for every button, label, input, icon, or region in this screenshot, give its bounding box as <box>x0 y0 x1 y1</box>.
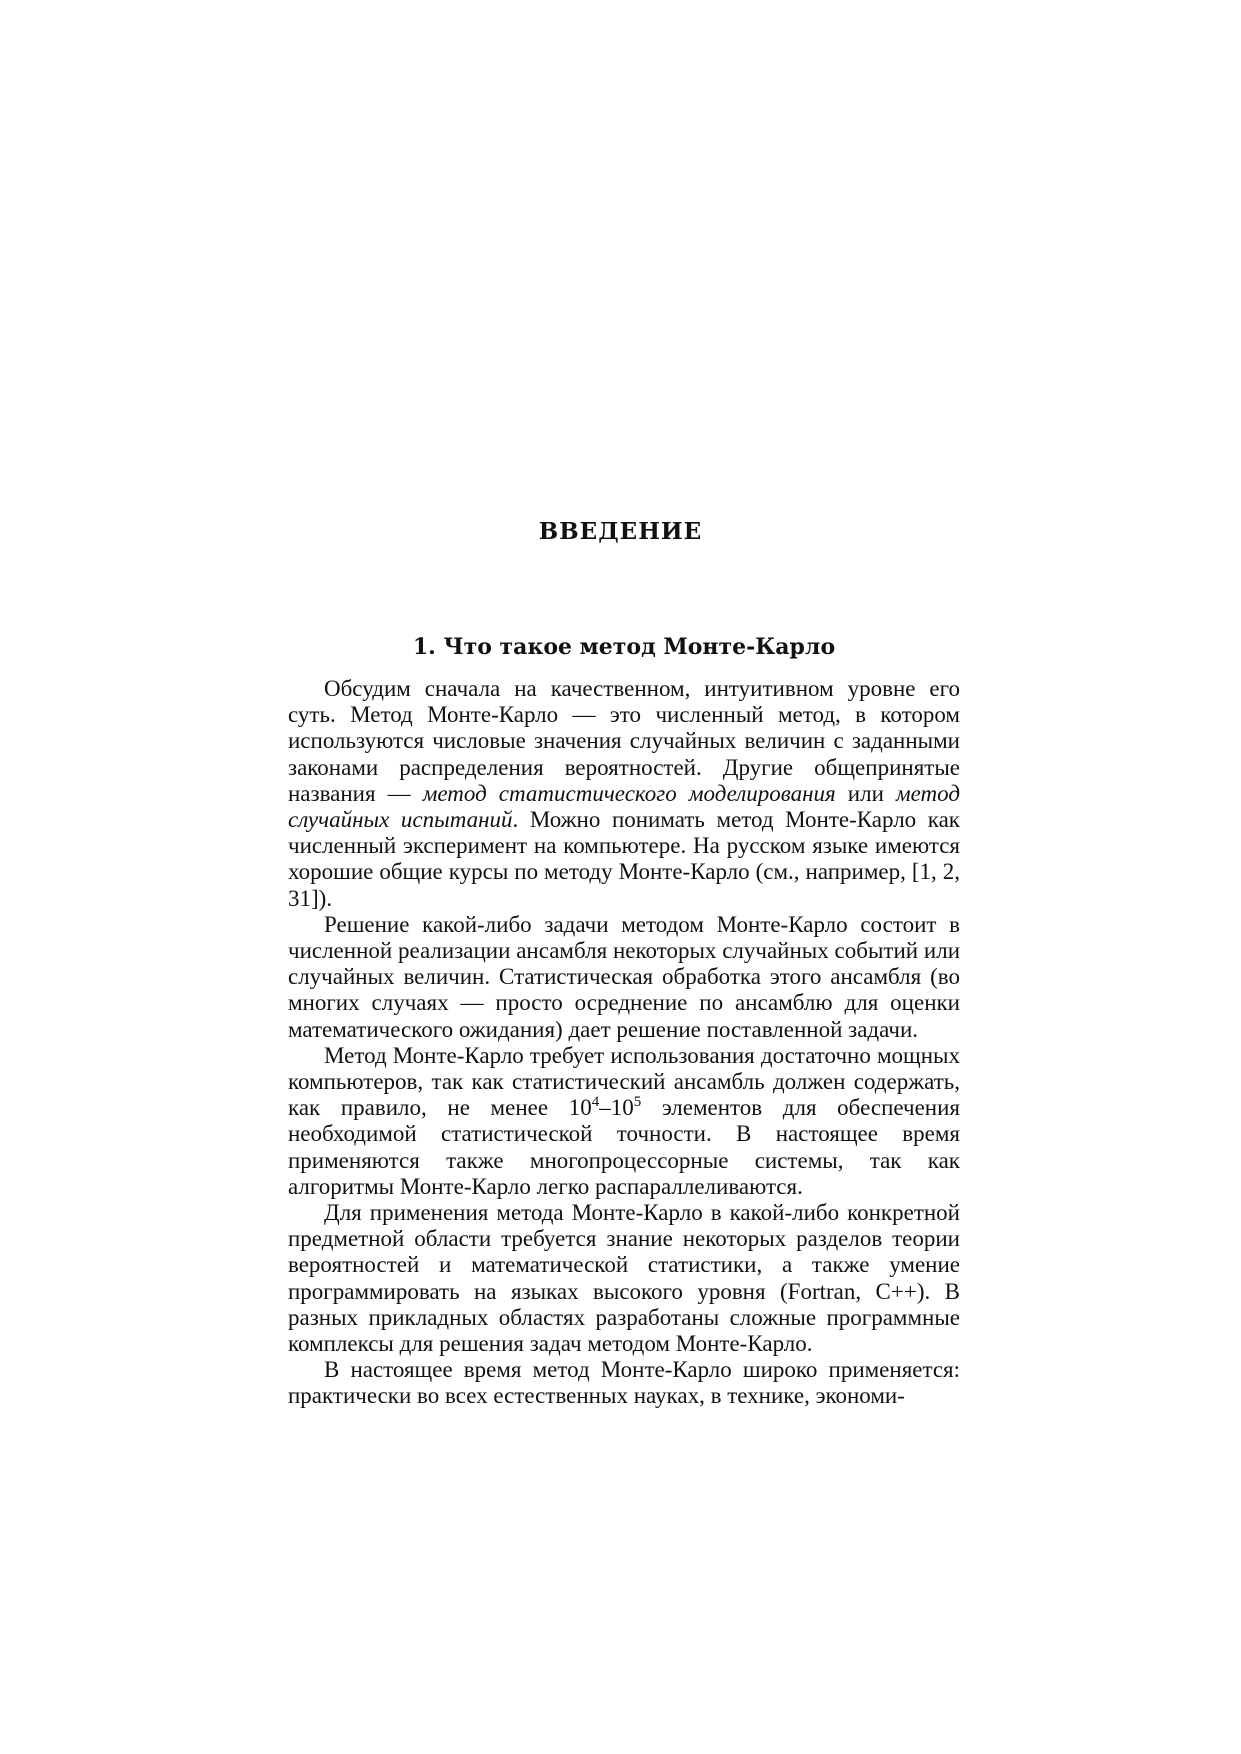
paragraph-3-text-b: элементов для обеспечения необходимой статистической точности. В настоящее время применяются также многопроцессорные системы, так как алгоритмы Монте-Карло легко распараллеливаются. <box>288 1095 960 1199</box>
range-dash: – <box>599 1095 611 1121</box>
paragraph-2: Решение какой-либо задачи методом Монте-Карло состоит в численной реализации ансамбля некоторых случайных событий или случайных величин. Статистическая обработка этого ансамбля (во многих случаях — просто осреднение по ансамблю для оценки математического ожидания) дает решение поставленной задачи. <box>288 911 960 1042</box>
chapter-title <box>0 518 1241 545</box>
power-1-exponent: 4 <box>591 1094 600 1111</box>
chapter-title-text: ВВЕДЕНИЕ <box>538 518 703 545</box>
paragraph-5: В настоящее время метод Монте-Карло широко применяется: практически во всех естественных науках, в технике, экономи- <box>288 1357 960 1409</box>
power-1-base: 10 <box>568 1095 592 1121</box>
paragraph-1-emphasis-2: метод случайных испытаний <box>288 780 960 833</box>
section-title: 1. Что такое метод Монте-Карло <box>412 634 836 660</box>
power-2-base: 10 <box>610 1095 634 1121</box>
paragraph-1-text-a: Обсудим сначала на качественном, интуитивном уровне его суть. Метод Монте-Карло — это численный метод, в котором используются числовые значения случайных величин с заданными законами распределения вероятностей. Другие общепринятые названия — <box>288 676 960 806</box>
paragraph-3-text-a: Метод Монте-Карло требует использования достаточно мощных компьютеров, так как статистический ансамбль должен содержать, как правило, не менее <box>288 1042 960 1121</box>
paragraph-3 <box>288 1043 960 1200</box>
paragraph-1-text-b: или <box>835 780 896 806</box>
paragraph-1 <box>288 676 960 912</box>
power-2-exponent: 5 <box>633 1094 642 1111</box>
body-text <box>288 676 960 1410</box>
paragraph-1-text-c: . Можно понимать метод Монте-Карло как численный эксперимент на компьютере. На русском языке имеются хорошие общие курсы по методу Монте-Карло (см., например, [1, 2, 31]). <box>288 807 960 911</box>
paragraph-4: Для применения метода Монте-Карло в какой-либо конкретной предметной области требуется знание некоторых разделов теории вероятностей и математической статистики, а также умение программировать на языках высокого уровня (Fortran, C++). В разных прикладных областях разработаны сложные программные комплексы для решения задач методом Монте-Карло. <box>288 1200 960 1357</box>
paragraph-1-emphasis-1: метод статистического моделирования <box>422 780 836 806</box>
